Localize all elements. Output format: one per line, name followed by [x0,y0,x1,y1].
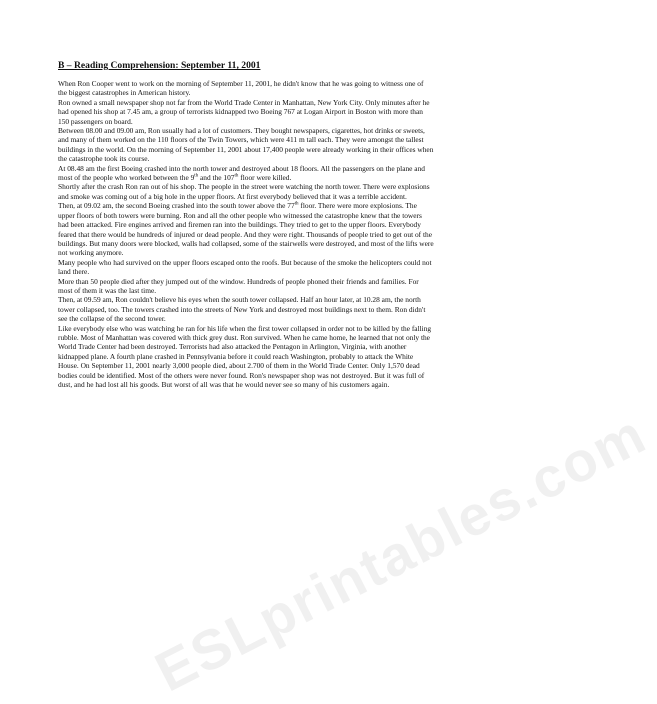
ordinal-suffix: th [294,201,299,207]
paragraph-text: floor were killed. [238,173,292,183]
page-title: B – Reading Comprehension: September 11, 2001 [58,60,261,71]
paragraph-text: Then, at 09.02 am, the second Boeing crashed into the south tower above the 77 [58,201,295,211]
paragraph: When Ron Cooper went to work on the morning of September 11, 2001, he didn't know that he was going to witness one of the biggest catastrophes in American history. [58,79,424,98]
paragraph-text: At 08.48 am the first Boeing crashed into the north tower and destroyed about 18 floors. All the passengers on the plane and most of the people who worked between the 9 [58,163,425,183]
paragraph [58,164,434,183]
paragraph-text: floor. There were more explosions. The upper floors of both towers were burning. Ron and all the other people who witnessed the catastrophe knew that the towers had been attacked. Fire engines arrived and firemen ran into the buildings. They tried to get to the upper floors. Everybody feared that there would be hundreds of injured or dead people. And they were right. Thousands of people tried to get out of the buildings. But many doors were blocked, walls had collapsed, some of the stairwells were destroyed, and most of the lifts were not working anymore. [58,201,434,258]
paragraph: Shortly after the crash Ron ran out of his shop. The people in the street were watching the north tower. There were explosions and smoke was coming out of a big hole in the upper floors. At first everybody believed that it was a terrible accident. [58,182,430,201]
ordinal-suffix: th [234,173,239,179]
paragraph: Then, at 09.59 am, Ron couldn't believe his eyes when the south tower collapsed. Half an hour later, at 10.28 am, the north tower collapsed, too. The towers crashed into the streets of New York and destroyed most buildings next to them. Ron didn't see the collapse of the second tower. [58,295,426,324]
watermark: ESLprintables.com [145,401,657,704]
paragraph: Many people who had survived on the upper floors escaped onto the roofs. But because of the smoke the helicopters could not land there. [58,257,432,277]
ordinal-suffix: th [194,173,199,179]
paragraph-text: and the 107 [198,173,235,183]
paragraph: More than 50 people died after they jumped out of the window. Hundreds of people phoned their friends and families. For most of them it was the last time. [58,276,419,295]
paragraph [58,201,434,257]
paragraph: Between 08.00 and 09.00 am, Ron usually had a lot of customers. They bought newspapers, cigarettes, hot drinks or sweets, and many of them worked on the 110 floors of the Twin Towers, which were 411 m tall each. They were amongst the tallest buildings in the world. On the morning of September 11, 2001 about 17,400 people were already working in their offices when the catastrophe took its course. [58,126,434,164]
paragraph: Like everybody else who was watching he ran for his life when the first tower collapsed in order not to be killed by the falling rubble. Most of Manhattan was covered with thick grey dust. Ron survived. When he came home, he learned that not only the World Trade Center had been destroyed. Terrorists had also attacked the Pentagon in Arlington, Virginia, with another kidnapped plane. A fourth plane crashed in Pennsylvania before it could reach Washington, probably to attack the White House. On September 11, 2001 nearly 3,000 people died, about 2.700 of them in the World Trade Center. Only 1,570 dead bodies could be identified. Most of the others were never found. Ron's newspaper shop was not destroyed. But it was full of dust, and he had lost all his goods. But worst of all was that he would never see so many of his customers again. [58,323,432,389]
paragraph: Ron owned a small newspaper shop not far from the World Trade Center in Manhattan, New York City. Only minutes after he had opened his shop at 7.45 am, a group of terrorists kidnapped two Boeing 767 at Logan Airport in Boston with more than 150 passengers on board. [58,97,430,126]
reading-text [58,79,434,389]
